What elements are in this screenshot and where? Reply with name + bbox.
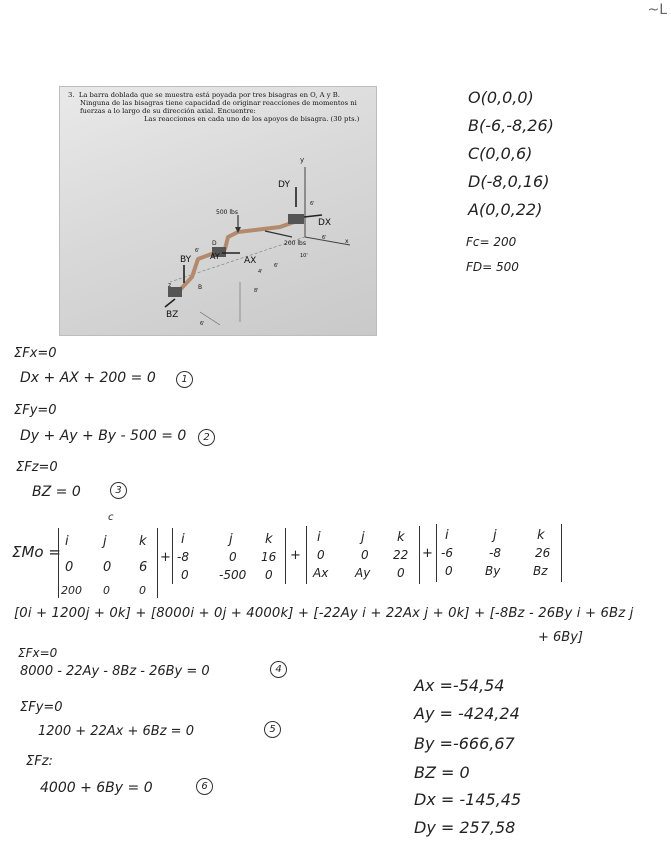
- result-ax: Ax =-54,54: [414, 676, 505, 695]
- equation-3: BZ = 0: [32, 484, 81, 500]
- bent-bar-figure: [60, 87, 376, 335]
- matrix-cell: 6: [139, 560, 148, 575]
- problem-line-2: Ninguna de las bisagras tiene capacidad de originar reacciones de momentos ni: [80, 99, 357, 107]
- equation-6-number: 6: [196, 774, 213, 795]
- c-label: c: [108, 512, 114, 523]
- force-d: FD= 500: [466, 260, 519, 274]
- load-500-label: 500 lbs: [216, 209, 238, 216]
- matrix-cell: j: [103, 534, 107, 549]
- force-c: Fc= 200: [466, 235, 517, 249]
- result-by: By =-666,67: [414, 734, 515, 753]
- matrix-cell: 26: [535, 546, 551, 560]
- matrix-cell: i: [445, 528, 449, 543]
- matrix-cell: 0: [361, 548, 369, 562]
- dim-6b: 6': [322, 235, 327, 241]
- dim-6a: 6': [310, 201, 315, 207]
- equation-6: 4000 + 6By = 0: [40, 780, 153, 796]
- matrix-cell: i: [181, 532, 185, 547]
- dx-label: DX: [318, 218, 332, 228]
- matrix-cell: 200: [61, 584, 82, 597]
- bz-label: BZ: [166, 310, 179, 320]
- z-label: z: [168, 282, 172, 289]
- equation-2-number: 2: [198, 425, 215, 446]
- matrix-cell: j: [229, 532, 233, 547]
- x-label: x: [345, 238, 349, 245]
- matrix-cell: By: [485, 564, 501, 578]
- coord-d: D(-8,0,16): [468, 172, 550, 191]
- coord-o: O(0,0,0): [468, 88, 534, 107]
- dim-6c: 6': [274, 263, 279, 269]
- moment-sum-fz-label: ΣFz:: [26, 754, 53, 769]
- b-label: B: [198, 284, 203, 291]
- equation-2: Dy + Ay + By - 500 = 0: [20, 428, 187, 444]
- matrix-cell: k: [537, 528, 545, 543]
- coord-c: C(0,0,6): [468, 144, 533, 163]
- problem-line-1: La barra doblada que se muestra está poyada por tres bisagras en O, A y B.: [78, 91, 340, 99]
- coord-a: A(0,0,22): [468, 200, 543, 219]
- moment-matrix-3: [306, 526, 420, 584]
- matrix-cell: 0: [397, 566, 405, 580]
- equation-4: 8000 - 22Ay - 8Bz - 26By = 0: [20, 664, 210, 679]
- matrix-cell: j: [361, 530, 365, 545]
- load-200-arrow: [265, 231, 292, 237]
- matrix-cell: 0: [103, 584, 110, 597]
- equation-4-number: 4: [270, 657, 287, 678]
- matrix-cell: 0: [139, 584, 146, 597]
- ay-label: AY: [210, 252, 220, 261]
- sum-fz-label: ΣFz=0: [16, 460, 58, 475]
- matrix-cell: 0: [229, 550, 237, 564]
- load-200-label: 200 lbs: [284, 240, 306, 247]
- bz-arrow: [165, 299, 175, 307]
- dx-arrow: [304, 215, 322, 217]
- matrix-cell: k: [139, 534, 147, 549]
- equation-1: Dx + AX + 200 = 0: [20, 370, 156, 386]
- matrix-cell: 0: [65, 560, 74, 575]
- dim-6d: 6': [200, 321, 205, 327]
- result-dy: Dy = 257,58: [414, 818, 516, 837]
- equation-5: 1200 + 22Ax + 6Bz = 0: [38, 724, 194, 739]
- matrix-cell: 0: [445, 564, 453, 578]
- equation-5-number: 5: [264, 717, 281, 738]
- x-axis: [305, 237, 350, 245]
- dy-label: DY: [278, 180, 290, 190]
- moment-expansion: [0i + 1200j + 0k] + [8000i + 0j + 4000k] + [-22Ay i + 22Ax j + 0k] + [-8Bz - 26By i + 6Bz j: [14, 606, 634, 621]
- equation-1-number: 1: [176, 367, 193, 388]
- plus-2: +: [290, 548, 301, 563]
- matrix-cell: -8: [177, 550, 189, 564]
- matrix-cell: k: [397, 530, 405, 545]
- matrix-cell: -8: [489, 546, 501, 560]
- matrix-cell: 0: [265, 568, 273, 582]
- moment-expansion-cont: + 6By]: [538, 630, 583, 645]
- matrix-cell: i: [65, 534, 69, 549]
- matrix-cell: -6: [441, 546, 453, 560]
- coord-b: B(-6,-8,26): [468, 116, 554, 135]
- result-ay: Ay = -424,24: [414, 704, 520, 723]
- matrix-cell: k: [265, 532, 273, 547]
- moment-matrix-4: [436, 524, 562, 582]
- matrix-cell: -500: [219, 568, 247, 582]
- sum-mo-label: ΣMo =: [12, 543, 61, 561]
- matrix-cell: i: [317, 530, 321, 545]
- dim-8: 8': [254, 288, 259, 294]
- problem-line-4: Las reacciones en cada uno de los apoyos de bisagra. (30 pts.): [144, 115, 360, 123]
- by-label: BY: [180, 255, 192, 265]
- problem-line-3: fuerzas a lo largo de su dirección axial. Encuentre:: [80, 107, 256, 115]
- ax-label: AX: [244, 256, 257, 266]
- equation-3-number: 3: [110, 478, 127, 499]
- sum-fx-label: ΣFx=0: [14, 346, 57, 361]
- matrix-cell: j: [493, 528, 497, 543]
- result-dx: Dx = -145,45: [414, 790, 522, 809]
- sum-fy-label: ΣFy=0: [14, 403, 57, 418]
- matrix-cell: 0: [181, 568, 189, 582]
- support-d: [288, 214, 304, 224]
- plus-1: +: [160, 550, 171, 565]
- matrix-cell: 22: [393, 548, 409, 562]
- matrix-cell: Ax: [313, 566, 329, 580]
- moment-sum-fy-label: ΣFy=0: [20, 700, 63, 715]
- moment-matrix-1: [58, 528, 158, 598]
- plus-3: +: [422, 546, 433, 561]
- result-bz: BZ = 0: [414, 763, 470, 782]
- corner-mark: ~L: [647, 2, 667, 18]
- matrix-cell: 0: [103, 560, 112, 575]
- matrix-cell: Bz: [533, 564, 548, 578]
- matrix-cell: 0: [317, 548, 325, 562]
- dim-6e: 6': [195, 248, 200, 254]
- matrix-cell: 16: [261, 550, 277, 564]
- matrix-cell: Ay: [355, 566, 371, 580]
- problem-photo: [59, 86, 377, 336]
- moment-matrix-2: [172, 528, 286, 584]
- dim-4: 4': [258, 269, 263, 275]
- y-label: y: [300, 156, 305, 164]
- problem-number: 3.: [68, 91, 75, 99]
- dim-10: 10': [300, 253, 308, 259]
- d-label: D: [212, 240, 217, 247]
- moment-sum-fx-label: ΣFx=0: [18, 646, 58, 660]
